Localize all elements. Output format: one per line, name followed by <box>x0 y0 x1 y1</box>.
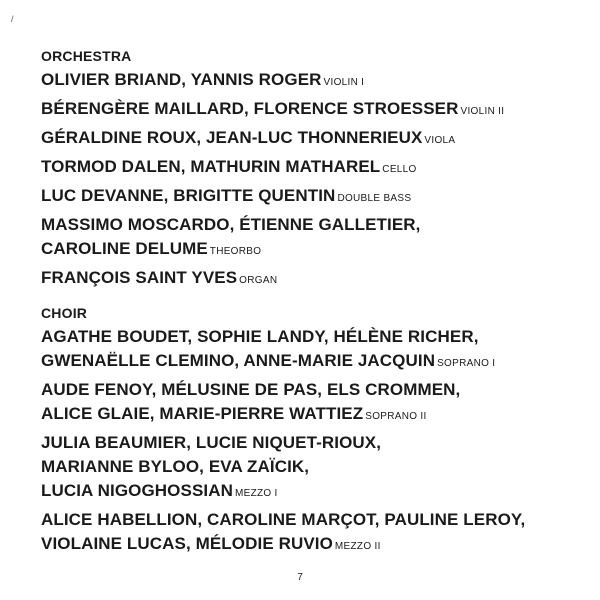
page-number: 7 <box>297 572 303 583</box>
names-text: GÉRALDINE ROUX, JEAN-LUC THONNERIEUX <box>41 128 423 147</box>
names-text: AGATHE BOUDET, SOPHIE LANDY, HÉLÈNE RICHER, <box>41 327 479 346</box>
role-label: MEZZO II <box>334 541 381 552</box>
orchestra-entry <box>41 126 586 153</box>
role-label: VIOLIN I <box>323 77 365 88</box>
names-text: LUCIA NIGOGHOSSIAN <box>41 481 233 500</box>
names-text: ALICE GLAIE, MARIE-PIERRE WATTIEZ <box>41 404 364 423</box>
role-label: THEORBO <box>209 246 262 257</box>
member-names <box>41 431 586 455</box>
names-text: GWENAËLLE CLEMINO, ANNE-MARIE JACQUIN <box>41 351 436 370</box>
member-names <box>41 349 586 376</box>
orchestra-entry <box>41 184 586 211</box>
names-text: AUDE FENOY, MÉLUSINE DE PAS, ELS CROMMEN, <box>41 380 461 399</box>
orchestra-entry <box>41 213 586 264</box>
member-names <box>41 237 586 264</box>
choir-entry <box>41 378 586 429</box>
names-text: ALICE HABELLION, CAROLINE MARÇOT, PAULINE LEROY, <box>41 510 526 529</box>
names-text: BÉRENGÈRE MAILLARD, FLORENCE STROESSER <box>41 99 459 118</box>
member-names <box>41 184 586 211</box>
role-label: VIOLIN II <box>460 106 505 117</box>
role-label: VIOLA <box>424 135 456 146</box>
orchestra-entry <box>41 97 586 124</box>
role-label: MEZZO I <box>234 488 278 499</box>
choir-title: CHOIR <box>41 305 88 321</box>
names-text: CAROLINE DELUME <box>41 239 208 258</box>
names-text: MASSIMO MOSCARDO, ÉTIENNE GALLETIER, <box>41 215 421 234</box>
member-names <box>41 479 586 506</box>
role-label: SOPRANO I <box>437 358 496 369</box>
orchestra-entry <box>41 155 586 182</box>
orchestra-title: ORCHESTRA <box>41 48 132 64</box>
member-names <box>41 532 586 559</box>
choir-entry <box>41 325 586 376</box>
orchestra-entry <box>41 68 586 95</box>
names-text: OLIVIER BRIAND, YANNIS ROGER <box>41 70 322 89</box>
names-text: JULIA BEAUMIER, LUCIE NIQUET-RIOUX, <box>41 433 382 452</box>
member-names <box>41 455 586 479</box>
member-names <box>41 325 586 349</box>
role-label: CELLO <box>382 164 417 175</box>
member-names <box>41 97 586 124</box>
member-names <box>41 68 586 95</box>
member-names <box>41 155 586 182</box>
choir-entry <box>41 431 586 506</box>
names-text: VIOLAINE LUCAS, MÉLODIE RUVIO <box>41 534 333 553</box>
names-text: FRANÇOIS SAINT YVES <box>41 268 238 287</box>
choir-list <box>41 325 586 559</box>
member-names <box>41 213 586 237</box>
member-names <box>41 266 586 293</box>
role-label: ORGAN <box>239 275 278 286</box>
corner-mark: / <box>11 14 14 24</box>
names-text: MARIANNE BYLOO, EVA ZAÏCIK, <box>41 457 310 476</box>
names-text: TORMOD DALEN, MATHURIN MATHAREL <box>41 157 381 176</box>
role-label: SOPRANO II <box>365 411 427 422</box>
member-names <box>41 126 586 153</box>
member-names <box>41 508 586 532</box>
role-label: DOUBLE BASS <box>337 193 412 204</box>
orchestra-entry <box>41 266 586 293</box>
names-text: LUC DEVANNE, BRIGITTE QUENTIN <box>41 186 336 205</box>
member-names <box>41 402 586 429</box>
orchestra-section <box>41 46 586 293</box>
choir-entry <box>41 508 586 559</box>
member-names <box>41 378 586 402</box>
choir-section <box>41 303 586 559</box>
orchestra-list <box>41 68 586 293</box>
